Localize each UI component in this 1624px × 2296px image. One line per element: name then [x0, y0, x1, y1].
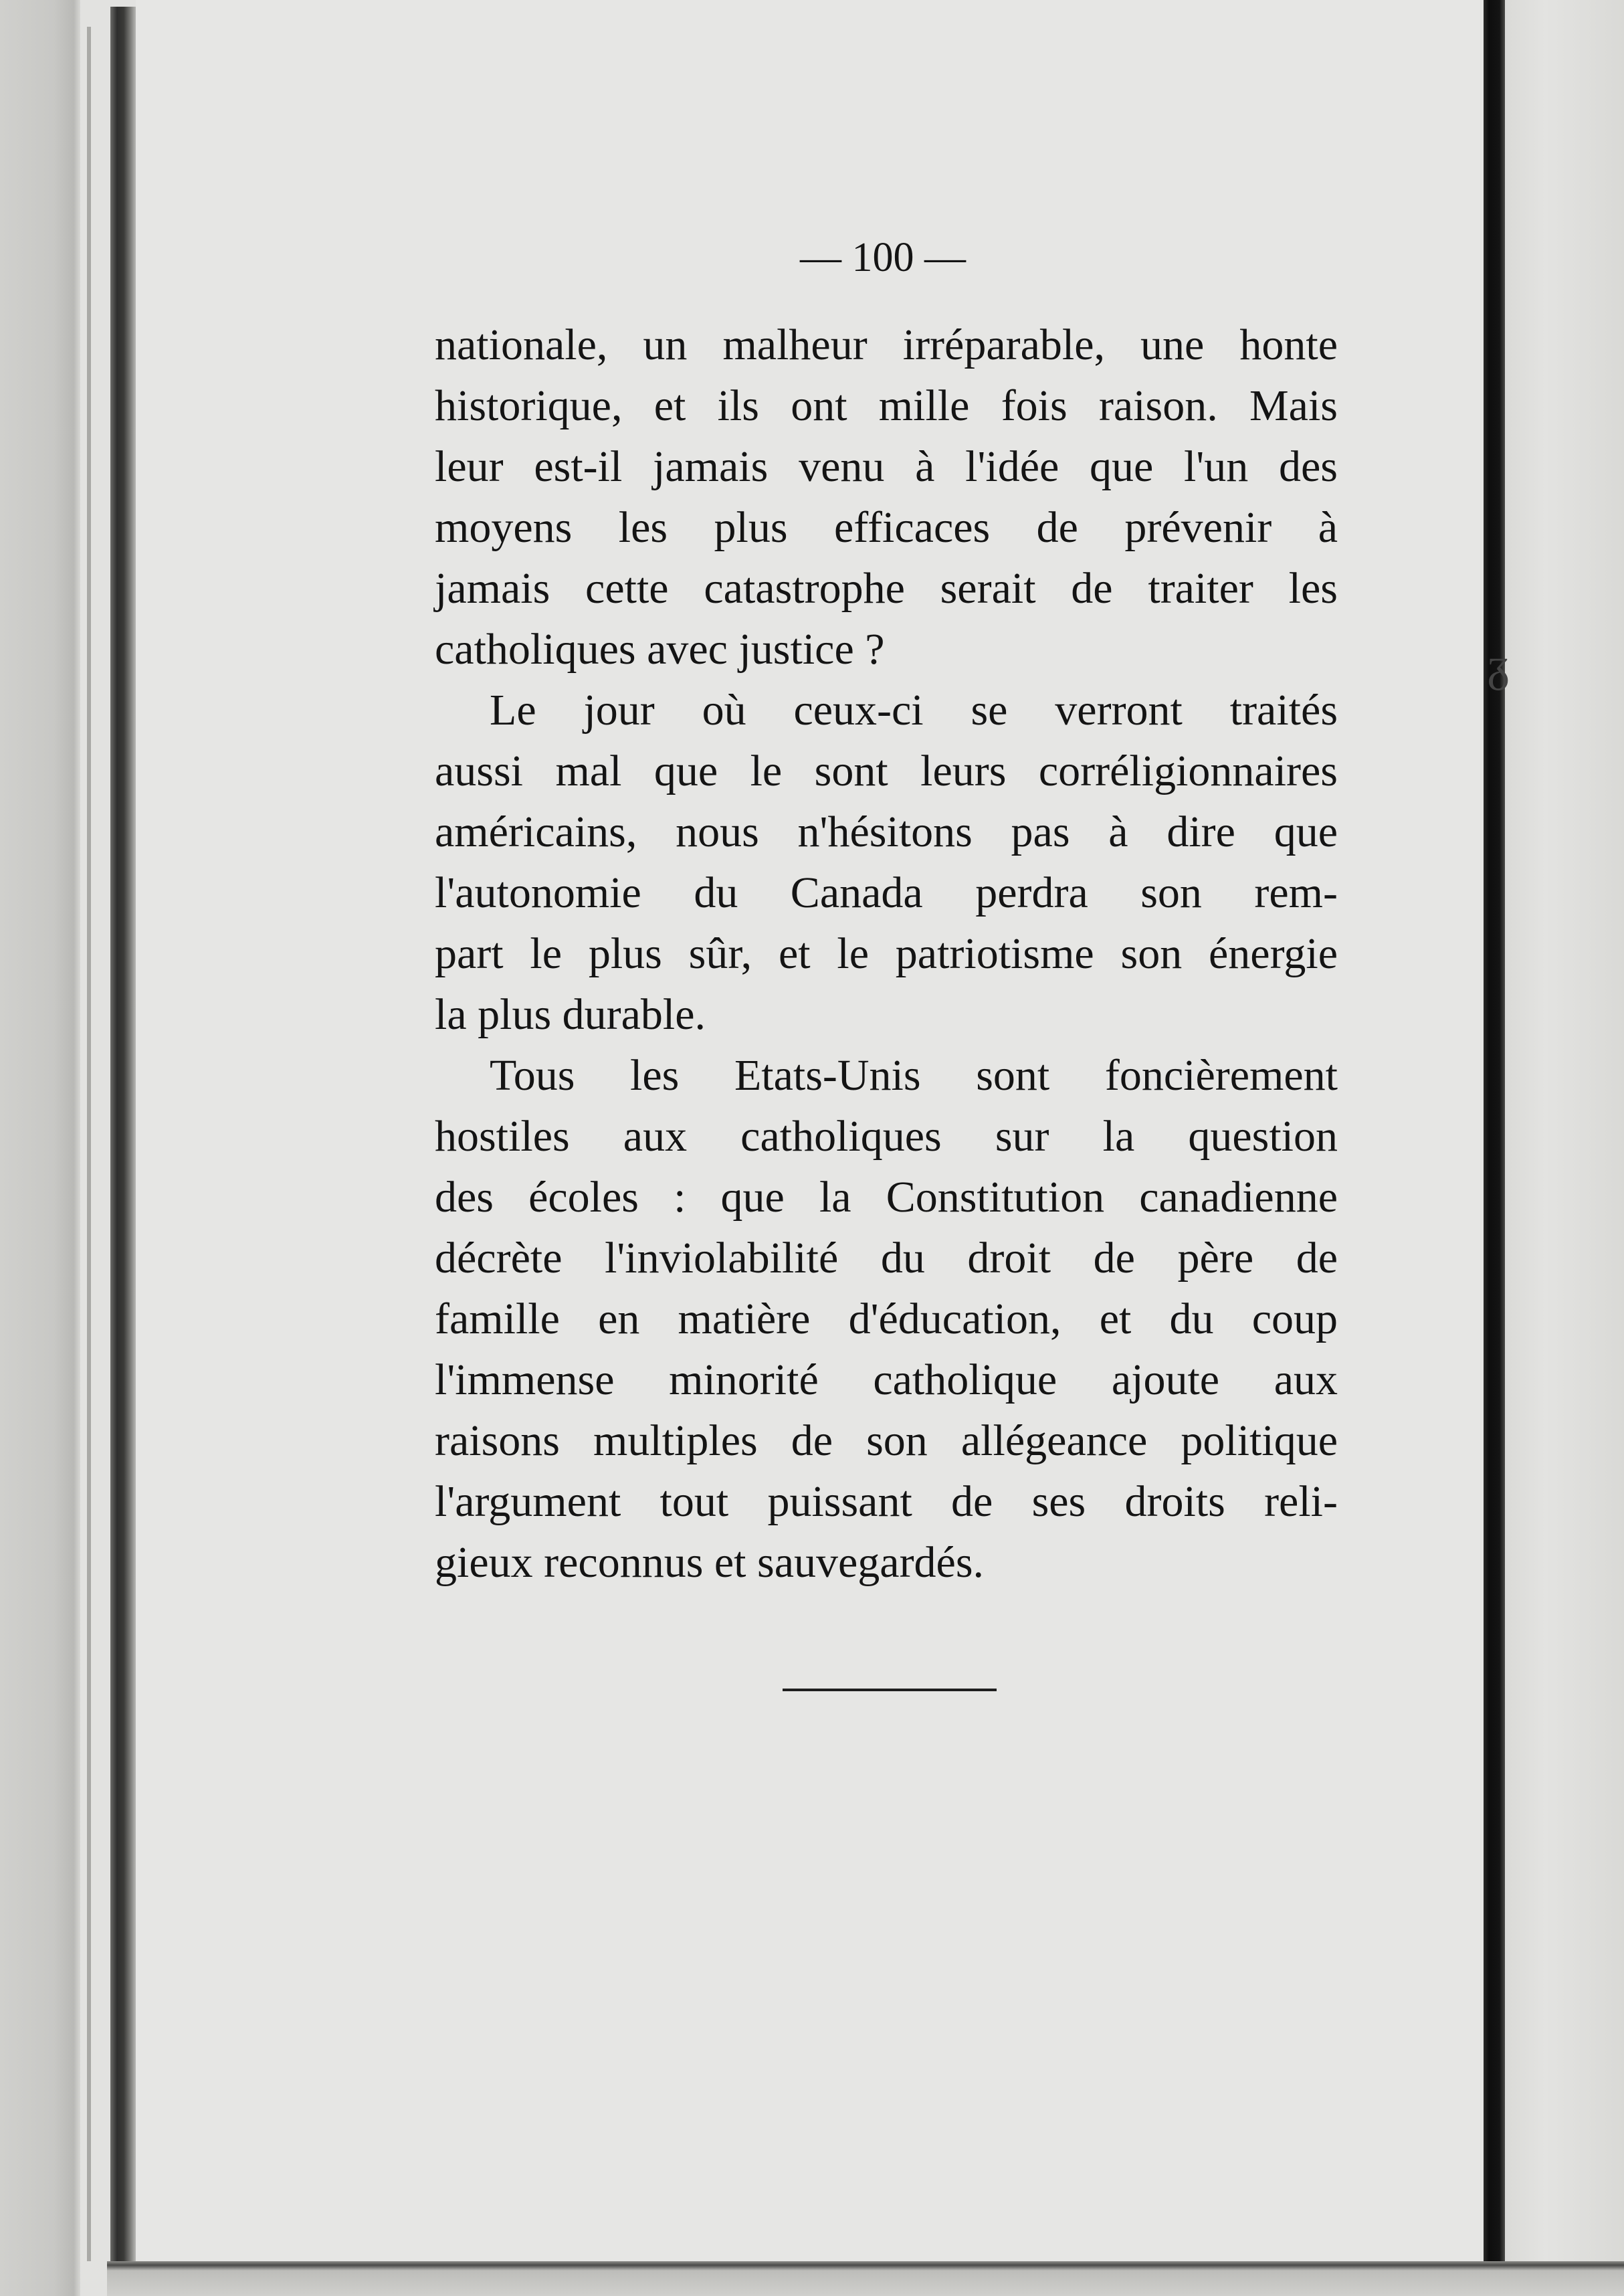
page-number: — 100 — — [800, 235, 966, 280]
scan-left-thin-rule — [87, 27, 91, 2261]
scan-binding-rule — [110, 7, 136, 2268]
text-line: nationale, un malheur irréparable, une honte — [435, 320, 1338, 369]
text-line: famille en matière d'éducation, et du coup — [435, 1295, 1338, 1343]
end-rule — [783, 1689, 997, 1691]
text-line: la plus durable. — [435, 990, 706, 1039]
text-line: historique, et ils ont mille fois raison. Mais — [435, 381, 1338, 430]
paragraph-1 — [435, 314, 1338, 680]
text-line: américains, nous n'hésitons pas à dire que — [435, 807, 1338, 856]
text-line: gieux reconnus et sauvegardés. — [435, 1538, 985, 1587]
paragraph-3 — [435, 1045, 1338, 1593]
text-line: catholiques avec justice ? — [435, 625, 885, 674]
text-line: part le plus sûr, et le patriotisme son énergie — [435, 929, 1338, 978]
text-line: leur est-il jamais venu à l'idée que l'un des — [435, 442, 1338, 491]
scan-right-edge — [1505, 0, 1624, 2296]
text-line: l'autonomie du Canada perdra son rem- — [435, 868, 1338, 917]
scan-right-rule — [1484, 0, 1505, 2296]
text-line: moyens les plus efficaces de prévenir à — [435, 503, 1338, 552]
scan-bottom-edge — [107, 2261, 1624, 2296]
text-line: hostiles aux catholiques sur la question — [435, 1112, 1338, 1161]
text-line: décrète l'inviolabilité du droit de père de — [435, 1234, 1338, 1282]
body-text — [435, 314, 1338, 1593]
text-line: aussi mal que le sont leurs corréligionnaires — [435, 747, 1338, 795]
text-line: Tous les Etats-Unis sont foncièrement — [490, 1051, 1338, 1100]
scan-left-edge — [0, 0, 80, 2296]
text-line: des écoles : que la Constitution canadienne — [435, 1173, 1338, 1222]
text-line: l'argument tout puissant de ses droits reli- — [435, 1477, 1338, 1526]
text-line: jamais cette catastrophe serait de traiter les — [435, 564, 1338, 613]
margin-mark-icon: ᵹ — [1488, 640, 1510, 691]
text-line: l'immense minorité catholique ajoute aux — [435, 1355, 1338, 1404]
text-line: raisons multiples de son allégeance politique — [435, 1416, 1338, 1465]
text-line: Le jour où ceux-ci se verront traités — [490, 686, 1338, 735]
paragraph-2 — [435, 680, 1338, 1045]
